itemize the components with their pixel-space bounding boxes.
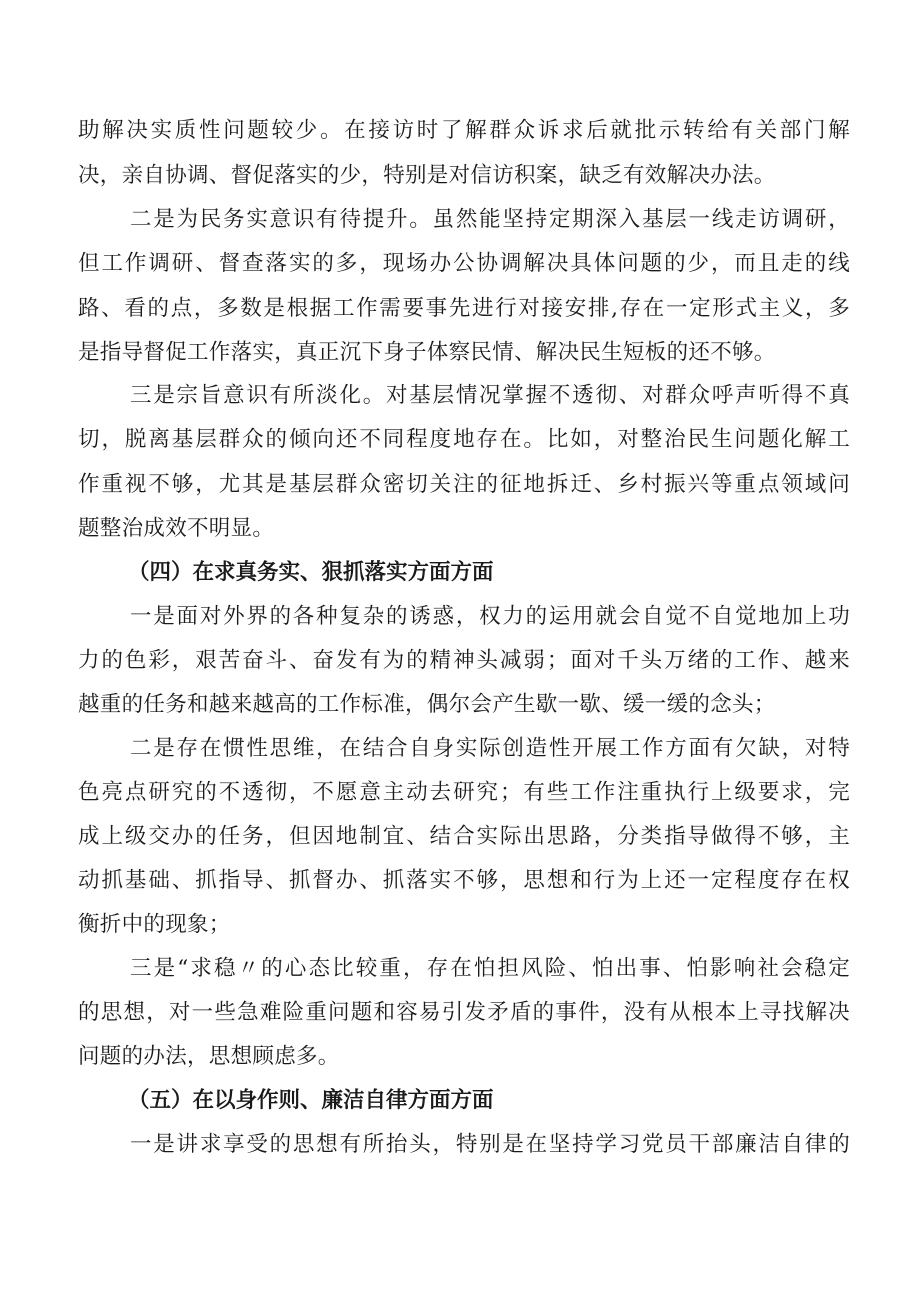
section-heading: （四）在求真务实、狠抓落实方面方面 <box>128 560 494 585</box>
text-line: 但工作调研、督查落实的多，现场办公协调解决具体问题的少，而且走的线 <box>78 251 850 276</box>
text-line: 色亮点研究的不透彻，不愿意主动去研究；有些工作注重执行上级要求，完 <box>78 780 850 805</box>
text-line: 助解决实质性问题较少。在接访时了解群众诉求后就批示转给有关部门解 <box>78 118 850 143</box>
text-line: 三是宗旨意识有所淡化。对基层情况掌握不透彻、对群众呼声听得不真 <box>130 383 850 408</box>
text-line: 动抓基础、抓指导、抓督办、抓落实不够，思想和行为上还一定程度存在权 <box>78 868 850 893</box>
text-line: 力的色彩，艰苦奋斗、奋发有为的精神头减弱；面对千头万绪的工作、越来 <box>78 648 850 673</box>
text-line: 的思想，对一些急难险重问题和容易引发矛盾的事件，没有从根本上寻找解决 <box>78 1000 850 1025</box>
text-line: 二是存在惯性思维，在结合自身实际创造性开展工作方面有欠缺，对特 <box>130 736 850 761</box>
text-line: 是指导督促工作落实，真正沉下身子体察民情、解决民生短板的还不够。 <box>78 340 776 365</box>
section-heading: （五）在以身作则、廉洁自律方面方面 <box>128 1088 494 1113</box>
text-line: 一是面对外界的各种复杂的诱惑，权力的运用就会自觉不自觉地加上功 <box>130 604 850 629</box>
text-line: 越重的任务和越来越高的工作标准，偶尔会产生歇一歇、缓一缓的念头； <box>78 692 776 717</box>
text-line: 决，亲自协调、督促落实的少，特别是对信访积案，缺乏有效解决办法。 <box>78 163 776 188</box>
text-line: 题整治成效不明显。 <box>78 516 275 541</box>
text-line: 切，脱离基层群众的倾向还不同程度地存在。比如，对整治民生问题化解工 <box>78 427 850 452</box>
text-line: 作重视不够，尤其是基层群众密切关注的征地拆迁、乡村振兴等重点领域问 <box>78 472 850 497</box>
text-line: 一是讲求享受的思想有所抬头，特别是在坚持学习党员干部廉洁自律的 <box>130 1132 850 1157</box>
text-line: 二是为民务实意识有待提升。虽然能坚持定期深入基层一线走访调研， <box>130 207 850 232</box>
text-line: 问题的办法，思想顾虑多。 <box>78 1044 340 1069</box>
text-line: 成上级交办的任务，但因地制宜、结合实际出思路，分类指导做得不够，主 <box>78 824 850 849</box>
text-line: 衡折中的现象； <box>78 912 231 937</box>
text-line: 三是“求稳〃的心态比较重，存在怕担风险、怕出事、怕影响社会稳定 <box>130 956 850 981</box>
text-line: 路、看的点，多数是根据工作需要事先进行对接安排,存在一定形式主义，多 <box>78 296 850 321</box>
